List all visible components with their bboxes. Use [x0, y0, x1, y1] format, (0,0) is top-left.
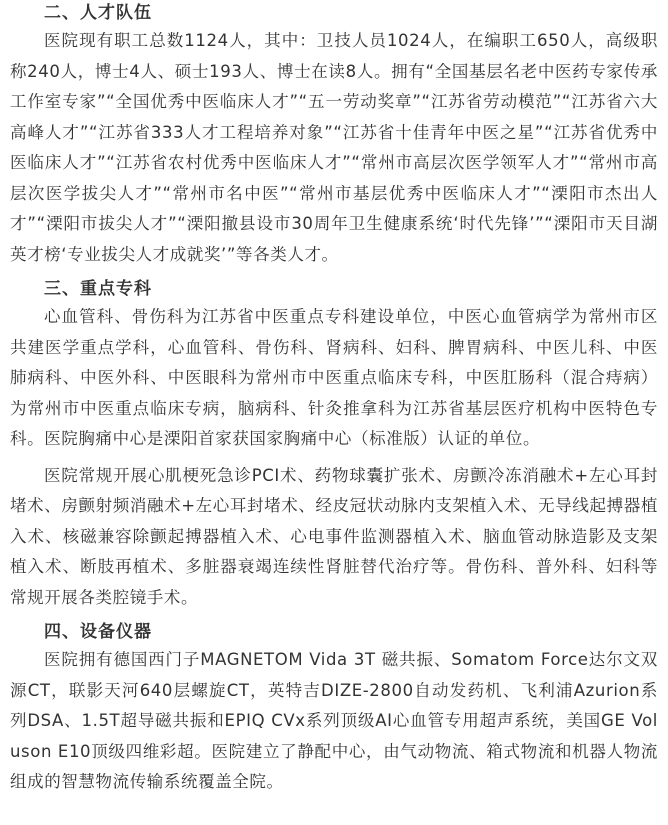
- paragraph-key-specialties: 心血管科、骨伤科为江苏省中医重点专科建设单位，中医心血管病学为常州市区共建医学重点学科，心血管科、骨伤科、肾病科、妇科、脾胃病科、中医儿科、中医肺病科、中医外科、中医眼科为常州市中医重点临床专科，中医肛肠科（混合痔病）为常州市中医重点临床专病，脑病科、针灸推拿科为江苏省基层医疗机构中医特色专科。医院胸痛中心是溧阳首家获国家胸痛中心（标准版）认证的单位。: [10, 307, 658, 448]
- section-heading-key-specialties: 三、重点专科: [44, 279, 152, 299]
- section-heading-talent: 二、人才队伍: [44, 3, 152, 23]
- paragraph-procedures: 医院常规开展心肌梗死急诊PCI术、药物球囊扩张术、房颤冷冻消融术+左心耳封堵术、房颤射频消融术+左心耳封堵术、经皮冠状动脉内支架植入术、无导线起搏器植入术、核磁兼容除颤起搏器植入术、心电事件监测器植入术、脑血管动脉造影及支架植入术、断肢再植术、多脏器衰竭连续性肾脏替代治疗等。骨伤科、普外科、妇科等常规开展各类腔镜手术。: [10, 465, 658, 607]
- paragraph-talent: 医院现有职工总数1124人，其中：卫技人员1024人，在编职工650人，高级职称240人，博士4人、硕士193人、博士在读8人。拥有“全国基层名老中医药专家传承工作室专家”“全国优秀中医临床人才”“五一劳动奖章”“江苏省劳动模范”“江苏省六大高峰人才”“江苏省333人才工程培养对象”“江苏省十佳青年中医之星”“江苏省优秀中医临床人才”“江苏省农村优秀中医临床人才”“常州市高层次医学领军人才”“常州市高层次医学拔尖人才”“常州市名中医”“常州市基层优秀中医临床人才”“溧阳市杰出人才”“溧阳市拔尖人才”“溧阳撤县设市30周年卫生健康系统‘时代先锋’”“溧阳市天目湖英才榜‘专业拔尖人才成就奖’”等各类人才。: [10, 31, 658, 264]
- section-heading-equipment: 四、设备仪器: [44, 622, 152, 642]
- paragraph-equipment: 医院拥有德国西门子MAGNETOM Vida 3T 磁共振、Somatom Force达尔文双源CT，联影天河640层螺旋CT，英特吉DIZE-2800自动发药机、飞利浦Azurion系列DSA、1.5T超导磁共振和EPIQ CVx系列顶级AI心血管专用超声系统，美国GE Voluson E10顶级四维彩超。医院建立了静配中心，由气动物流、箱式物流和机器人物流组成的智慧物流传输系统覆盖全院。: [10, 650, 658, 791]
